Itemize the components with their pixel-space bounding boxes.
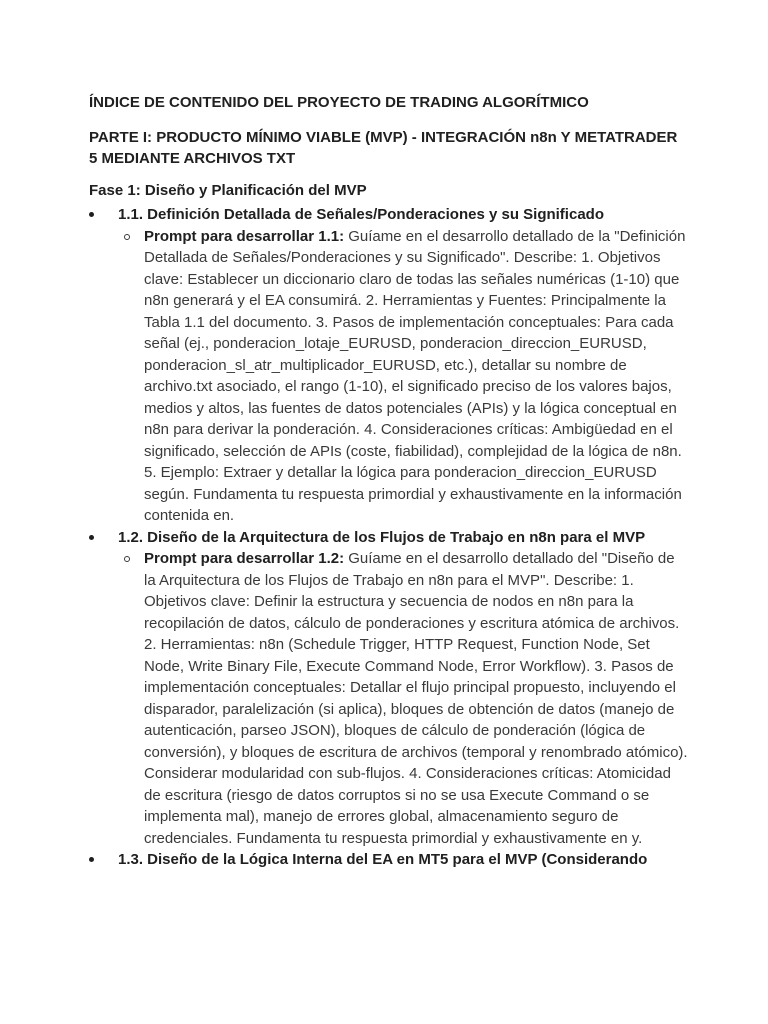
sub-list-item xyxy=(118,548,689,849)
section-list xyxy=(89,204,689,871)
prompt-text: Guíame en el desarrollo detallado del "Diseño de la Arquitectura de los Flujos de Trabajo en n8n para el MVP". Describe: 1. Objetivos clave: Definir la estructura y secuencia de nodos en n8n para la recopilación de datos, cálculo de ponderaciones y escritura atómica de archivos. 2. Herramientas: n8n (Schedule Trigger, HTTP Request, Function Node, Set Node, Write Binary File, Execute Command Node, Error Workflow). 3. Pasos de implementación conceptuales: Detallar el flujo principal propuesto, incluyendo el disparador, paralelización (si aplica), bloques de obtención de datos (manejo de autenticación, parseo JSON), bloques de cálculo de ponderación (lógica de conversión), y bloques de escritura de archivos (temporal y renombrado atómico). Considerar modularidad con sub-flujos. 4. Consideraciones críticas: Atomicidad de escritura (riesgo de datos corruptos si no se usa Execute Command o se implementa mal), manejo de errores global, almacenamiento seguro de credenciales. Fundamenta tu respuesta primordial y exhaustivamente en y. xyxy=(144,550,688,847)
prompt-label: Prompt para desarrollar 1.1: xyxy=(144,227,349,245)
list-item xyxy=(89,527,689,850)
bullet-icon xyxy=(89,212,94,217)
bullet-icon xyxy=(89,535,94,540)
item-title: 1.2. Diseño de la Arquitectura de los Flujos de Trabajo en n8n para el MVP xyxy=(118,528,646,546)
list-item xyxy=(89,204,689,527)
document-page xyxy=(89,92,689,871)
item-title: 1.1. Definición Detallada de Señales/Ponderaciones y su Significado xyxy=(118,206,604,223)
bullet-icon xyxy=(89,857,94,862)
item-title: 1.3. Diseño de la Lógica Interna del EA en MT5 para el MVP (Considerando xyxy=(118,851,648,868)
circle-bullet-icon xyxy=(124,234,130,240)
part-title: PARTE I: PRODUCTO MÍNIMO VIABLE (MVP) - INTEGRACIÓN n8n Y METATRADER 5 MEDIANTE ARCHIVOS TXT xyxy=(89,128,678,167)
sub-list xyxy=(118,548,689,849)
sub-list-item xyxy=(118,226,689,527)
prompt-text: Guíame en el desarrollo detallado de la "Definición Detallada de Señales/Ponderaciones y su Significado". Describe: 1. Objetivos clave: Establecer un diccionario claro de todas las señales numéricas (1-10) que n8n generará y el EA consumirá. 2. Herramientas y Fuentes: Principalmente la Tabla 1.1 del documento. 3. Pasos de implementación conceptuales: Para cada señal (ej., ponderacion_lotaje_EURUSD, ponderacion_direccion_EURUSD, ponderacion_sl_atr_multiplicador_EURUSD, etc.), detallar su nombre de archivo.txt asociado, el rango (1-10), el significado preciso de los valores bajos, medios y altos, las fuentes de datos potenciales (APIs) y la lógica conceptual en n8n para derivar la ponderación. 4. Consideraciones críticas: Ambigüedad en el significado, selección de APIs (coste, fiabilidad), complejidad de la lógica de n8n. 5. Ejemplo: Extraer y detallar la lógica para ponderacion_direccion_EURUSD según. Fundamenta tu respuesta primordial y exhaustivamente en la información contenida en. xyxy=(144,227,686,524)
circle-bullet-icon xyxy=(124,556,130,562)
document-title: ÍNDICE DE CONTENIDO DEL PROYECTO DE TRADING ALGORÍTMICO xyxy=(89,94,589,111)
prompt-label: Prompt para desarrollar 1.2: xyxy=(144,550,349,567)
phase-title: Fase 1: Diseño y Planificación del MVP xyxy=(89,181,367,199)
list-item xyxy=(89,849,689,871)
sub-list xyxy=(118,226,689,527)
